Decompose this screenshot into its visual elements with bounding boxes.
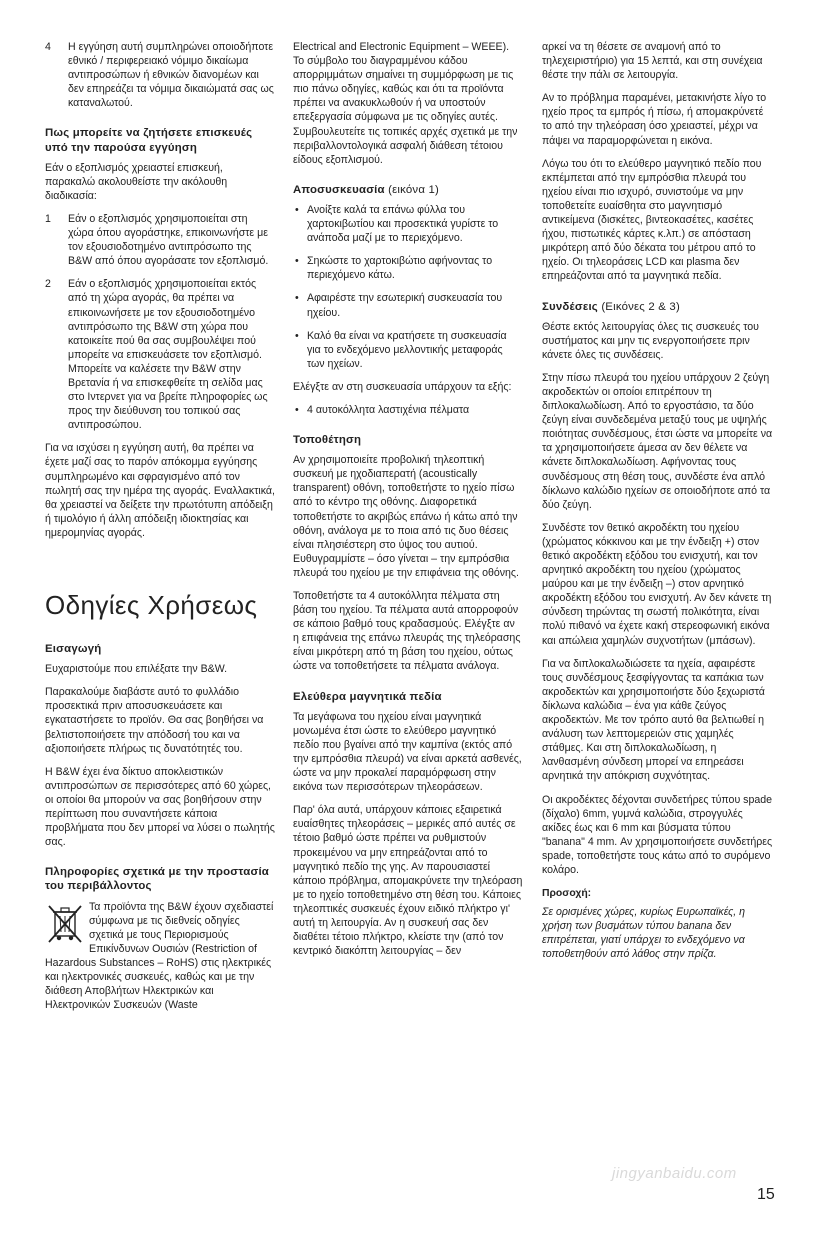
step-text: Εάν ο εξοπλισμός χρησιμοποιείται στη χώρα όπου αγοράστηκε, επικοινωνήστε με τον εξουσιοδοτημένο αντιπρόσωπο της B&W από όπου αγοράσατε τον εξοπλισμό. bbox=[68, 212, 269, 268]
placement-heading: Τοποθέτηση bbox=[293, 434, 362, 447]
crossed-bin-icon bbox=[45, 902, 85, 944]
list-item: • 4 αυτοκόλλητα λαστιχένια πέλματα bbox=[293, 403, 523, 417]
repair-step-1 bbox=[45, 212, 275, 268]
column-3 bbox=[542, 40, 774, 971]
step-number: 2 bbox=[45, 278, 51, 291]
connections-paragraph-5: Οι ακροδέκτες δέχονται συνδετήρες τύπου spade (δίχαλο) 6mm, γυμνά καλώδια, στρογγυλές ακίδες έως και 6 mm και βύσματα τύπου "banana" 4 mm. Αν χρησιμοποιήσετε συνδετήρες spade, τοποθετήστε τους κάτω από το συρόμενο κολάρο. bbox=[542, 793, 773, 876]
list-item: • Αφαιρέστε την εσωτερική συσκευασία του ηχείου. bbox=[293, 291, 523, 319]
warranty-item-4 bbox=[45, 40, 275, 110]
magnetic-paragraph-1: Τα μεγάφωνα του ηχείου είναι μαγνητικά μονωμένα έτσι ώστε το ελεύθερο μαγνητικό πεδίο που βγαίνει από την καμπίνα (εκτός από την εμπρόσθια πλευρά) να είναι αρκετά ασθενές, ώστε να μην προκαλεί παραμόρφωση στην εικόνα των περισσότερων τηλεοράσεων. bbox=[293, 710, 522, 794]
connections-paragraph-4: Για να διπλοκαλωδιώσετε τα ηχεία, αφαιρέστε τους συνδέσμους ξεσφίγγοντας τα καπάκια των ακροδεκτών και χρησιμοποιήστε δύο ξεχωριστά δίκλωνα καλώδια – ένα για κάθε ζεύγος ακροδεκτών. Με τον τρόπο αυτό θα βελτιωθεί η ανάλυση των λεπτομερειών στις χαμηλές στάθμες. Και στη διπλοκαλωδίωση, η λανθασμένη σύνδεση μπορεί να επηρεάσει αρνητικά την απόκριση συχνότητας. bbox=[542, 657, 765, 783]
connections-paragraph-1: Θέστε εκτός λειτουργίας όλες τις συσκευές του συστήματος και μην τις ενεργοποιήσετε πριν κάνετε όλες τις συνδέσεις. bbox=[542, 320, 759, 361]
environment-heading: Πληροφορίες σχετικά με την προστασία του περιβάλλοντος bbox=[45, 866, 270, 893]
intro-paragraph-3: Η B&W έχει ένα δίκτυο αποκλειστικών αντιπροσώπων σε περισσότερες από 60 χώρες, οι οποίοι θα μπορούν να σας βοηθήσουν στην περίπτωση που συναντήσετε κάποια προβλήματα που δεν μπορεί να λύσει ο πωλητής σας. bbox=[45, 765, 275, 849]
step-text: Εάν ο εξοπλισμός χρησιμοποιείται εκτός από τη χώρα αγοράς, θα πρέπει να επικοινωνήσετε με τον εξουσιοδοτημένο αντιπρόσωπο της B&W στη χώρα που κατοικείτε πού θα σας συμβουλέψει πού μπορείτε να επισκευάσετε τον εξοπλισμό. Μπορείτε να καλέσετε την B&W στην Βρετανία ή να επισκεφθείτε τη σελίδα μας στο Ιντερνετ για να βρείτε πληροφορίες ως προς την διεύθυνση του τοπικού σας αντιπροσώπου. bbox=[68, 278, 268, 432]
unpacking-heading bbox=[293, 183, 523, 197]
magnetic-paragraph-3: Αν το πρόβλημα παραμένει, μετακινήστε λίγο το ηχείο προς τα εμπρός ή πίσω, ή απομακρύνετέ το από την τηλεόραση όσο χρειαστεί, μέχρι να πάψει να παραμορφώνεται η εικόνα. bbox=[542, 92, 767, 147]
item-number: 4 bbox=[45, 41, 51, 53]
repair-heading: Πως μπορείτε να ζητήσετε επισκευές υπό την παρούσα εγγύηση bbox=[45, 127, 253, 154]
repair-intro: Εάν ο εξοπλισμός χρειαστεί επισκευή, παρακαλώ ακολουθείστε την ακόλουθη διαδικασία: bbox=[45, 161, 228, 202]
page-number: 15 bbox=[757, 1186, 775, 1203]
placement-paragraph-2: Τοποθετήστε τα 4 αυτοκόλλητα πέλματα στη βάση του ηχείου. Τα πέλματα αυτά απορροφούν σε κάποιο βαθμό τους κραδασμούς. Ελέγξτε αν η επιφάνεια της επάνω πλευράς της τηλεόρασης είναι μικρότερη από τη βάση του ηχείου, ούτως ώστε να τοποθετήσετε τα πέλματα ανάλογα. bbox=[293, 590, 521, 673]
magnetic-continued: αρκεί να τη θέσετε σε αναμονή από το τηλεχειριστήριο) για 15 λεπτά, και στη συνέχεια θέστε την πάλι σε λειτουργία. bbox=[542, 41, 763, 82]
list-item: • Ανοίξτε καλά τα επάνω φύλλα του χαρτοκιβωτίου και προσεκτικά γυρίστε το ανάποδα μαζί με το περιεχόμενο. bbox=[293, 203, 523, 245]
environment-continued: Electrical and Electronic Equipment – WEEE). Το σύμβολο του διαγραμμένου κάδου απορριμμάτων σημαίνει τη συμμόρφωση με τις πιο πάνω οδηγίες, καθώς και ότι τα προϊόντα πρέπει να ανακυκλωθούν ή να υποστούν επεξεργασία σύμφωνα με τις οδηγίες αυτές. Συμβουλευτείτε τις τοπικές αρχές σχετικά με την περιβαλλοντολογικά ασφαλή διάθεση τέτοιου είδους εξοπλισμού. bbox=[293, 41, 518, 166]
unpacking-list bbox=[293, 203, 523, 371]
check-contents-text: Ελέγξτε αν στη συσκευασία υπάρχουν τα εξής: bbox=[293, 380, 512, 393]
step-number: 1 bbox=[45, 212, 51, 225]
connections-paragraph-3: Συνδέστε τον θετικό ακροδέκτη του ηχείου (χρώματος κόκκινου και με την ένδειξη +) στον θετικό ακροδέκτη εξόδου του ενισχυτή, και τον αρνητικό ακροδέκτη του ηχείου (χρώματος μαύρου και με την ένδειξη –) στον αρνητικό ακροδέκτη εξόδου του ενισχυτή. Αν δεν κάνετε τη σύνδεση τηρώντας τη σωστή πολικότητα, είναι πολύ πιθανό να έχετε κακή στερεοφωνική εικόνα και απώλεια χαμηλών συχνοτήτων (μπάσων). bbox=[542, 521, 772, 647]
magnetic-fields-heading: Ελεύθερα μαγνητικά πεδία bbox=[293, 690, 442, 703]
unpacking-title: Αποσυσκευασία bbox=[293, 183, 385, 196]
intro-paragraph-2: Παρακαλούμε διαβάστε αυτό το φυλλάδιο προσεκτικά πριν αποσυσκευάσετε και εγκαταστήσετε το προϊόν. Θα σας βοηθήσει να βελτιστοποιήσετε την απόδοσή του και να αξιοποιήσετε πλήρως τις δυνατότητές του. bbox=[45, 686, 264, 755]
list-item: • Καλό θα είναι να κρατήσετε τη συσκευασία για το ενδεχόμενο μελλοντικής μεταφοράς των ηχείων. bbox=[293, 329, 523, 371]
environment-text: Τα προϊόντα της B&W έχουν σχεδιαστεί σύμφωνα με τις διεθνείς οδηγίες σχετικά με τους Περιορισμούς Επικίνδυνων Ουσιών (Restriction of Hazardous Substances – RoHS) στις ηλεκτρικές και ηλεκτρονικές συσκευές, καθώς και με την διάθεση Αποβλήτων Ηλεκτρικών και Ηλεκτρονικών Συσκευών (Waste bbox=[45, 900, 274, 1012]
environment-paragraph bbox=[45, 900, 275, 1013]
caution-heading: Προσοχή: bbox=[542, 888, 592, 900]
intro-paragraph-1: Ευχαριστούμε που επιλέξατε την B&W. bbox=[45, 663, 228, 676]
contents-list bbox=[293, 403, 523, 417]
item-text: Η εγγύηση αυτή συμπληρώνει οποιοδήποτε εθνικό / περιφερειακό νόμιμο δικαίωμα αντιπροσώπων ή εθνικών διανομέων και δεν επηρεάζει τα νόμιμα δικαιώματά σας ως καταναλωτού. bbox=[68, 41, 274, 110]
repair-step-2 bbox=[45, 277, 275, 432]
list-item: • Σηκώστε το χαρτοκιβώτιο αφήνοντας το περιεχόμενο κάτω. bbox=[293, 254, 523, 282]
validity-paragraph: Για να ισχύσει η εγγύηση αυτή, θα πρέπει να έχετε μαζί σας το παρόν απόκομμα εγγύησης συμπληρωμένο και σφραγισμένο από τον πωλητή σας την ημέρα της αγοράς. Εναλλακτικά, θα χρειαστεί να δείξετε την πρωτότυπη απόδειξη ή τιμολόγιο ή άλλη απόδειξη ιδιοκτησίας και ημερομηνίας αγοράς. bbox=[45, 442, 275, 539]
intro-heading: Εισαγωγή bbox=[45, 643, 102, 656]
caution-text: Σε ορισμένες χώρες, κυρίως Ευρωπαϊκές, η χρήση των βυσμάτων τύπου banana δεν επιτρέπεται, γιατί υπάρχει το ενδεχόμενο να τοποθετηθούν από λάθος στην πρίζα. bbox=[542, 906, 745, 961]
connections-figure-ref: (Εικόνες 2 & 3) bbox=[601, 300, 680, 313]
connections-paragraph-2: Στην πίσω πλευρά του ηχείου υπάρχουν 2 ζεύγη ακροδεκτών οι οποίοι επιτρέπουν τη διπλοκαλωδίωση. Από το εργοστάσιο, τα δύο ζεύγη είναι συνδεδεμένα μεταξύ τους με υψηλής ποιότητας συνδέσμους, έτσι ώστε να μπορείτε να τα χρησιμοποιήσετε άμεσα αν δεν θέλετε να κάνετε διπλοκαλωδίωση. Αφήνοντας τους συνδέσμους στη θέση τους, συνδέστε ένα απλό δίκλωνο καλώδιο ηχείων σε οποιοδήποτε από τα δύο ζεύγη. bbox=[542, 371, 773, 511]
manual-title: Οδηγίες Χρήσεως bbox=[45, 590, 258, 620]
column-2 bbox=[293, 40, 523, 967]
unpacking-figure-ref: (εικόνα 1) bbox=[388, 183, 440, 196]
connections-heading bbox=[542, 300, 774, 314]
magnetic-paragraph-2: Παρ' όλα αυτά, υπάρχουν κάποιες εξαιρετικά ευαίσθητες τηλεοράσεις – μερικές από αυτές σε τέτοιο βαθμό ώστε πρέπει να ρυθμιστούν προκειμένου να μην επηρεάζονται από το μαγνητικό πεδίο της γης. Αν παρουσιαστεί κάποιο πρόβλημα, απομακρύνετε την τηλεόραση με το ηχείο τοποθετημένο στη θέση του. Κάποιες τηλεοπτικές συσκευές έχουν ειδικό πλήκτρο γι' αυτή τη λειτουργία. Αν η συσκευή σας δεν διαθέτει τέτοιο πλήκτρο, κλείστε την (από τον κεντρικό διακόπτη λειτουργίας – δεν bbox=[293, 804, 523, 958]
watermark: jingyanbaidu.com bbox=[612, 1165, 737, 1182]
placement-paragraph-1: Αν χρησιμοποιείτε προβολική τηλεοπτική συσκευή με ηχοδιαπερατή (acoustically transparent) οθόνη, τοποθετήστε το ηχείο πίσω από το κέντρο της οθόνης. Διαφορετικά τοποθετήστε το ακριβώς επάνω ή κάτω από την οθόνη, ανάλογα με το ποια από τις δυο θέσεις είναι πλησιέστερη στο ύψος του αυτιού. Ευθυγραμμίστε – όσο γίνεται – την εμπρόσθια πλευρά του ηχείου με την επιφάνεια της οθόνης. bbox=[293, 454, 519, 579]
magnetic-paragraph-4: Λόγω του ότι το ελεύθερο μαγνητικό πεδίο που εκπέμπεται από την εμπρόσθια πλευρά του ηχείου είναι πιο ισχυρό, συνιστούμε να μην τοποθετείτε ευαίσθητα στο μαγνητισμό αντικείμενα (δισκέτες, βιντεοκασέτες, κασέτες ήχου, πιστωτικές κάρτες κ.λπ.) σε απόσταση μικρότερη από δύο δέκατα του μέτρου από το ηχείο. Οι τηλεοράσεις LCD και plasma δεν επηρεάζονται από τα μαγνητικά πεδία. bbox=[542, 157, 762, 283]
connections-title: Συνδέσεις bbox=[542, 300, 598, 313]
column-1 bbox=[45, 40, 275, 1012]
